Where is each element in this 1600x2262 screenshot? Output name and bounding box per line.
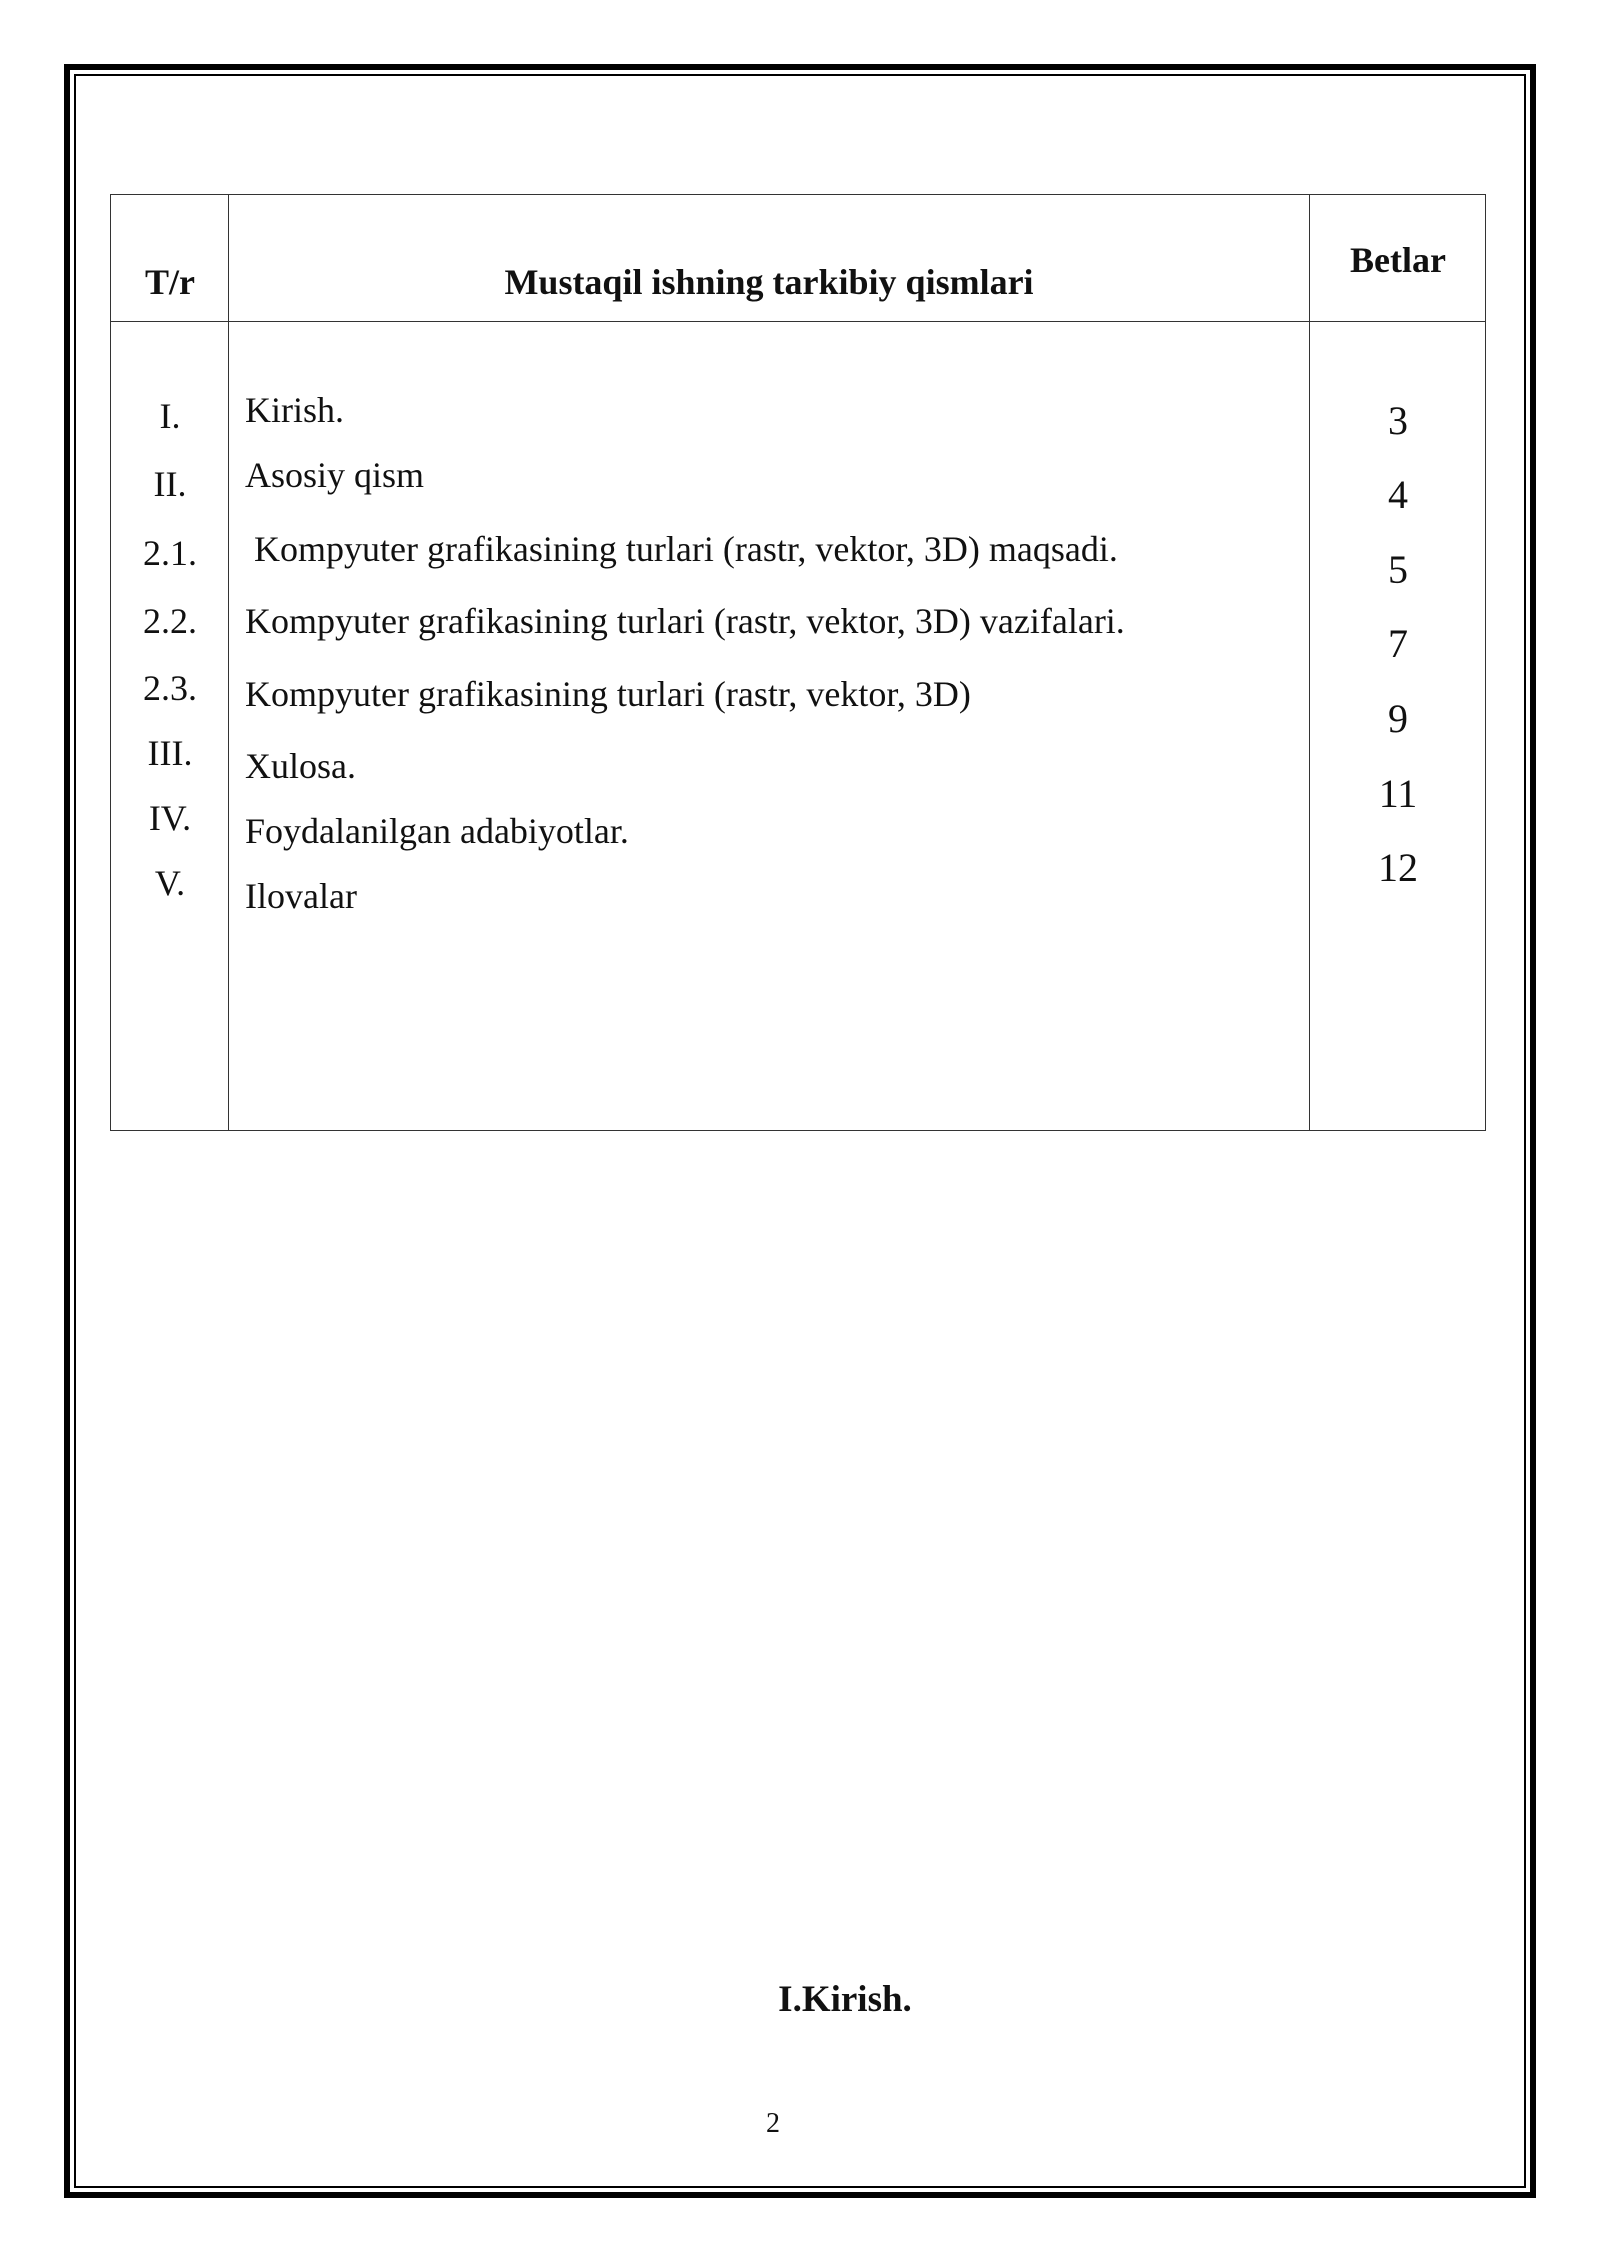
toc-row-title: Kirish.: [245, 390, 344, 430]
toc-row-title: Asosiy qism: [245, 455, 425, 495]
header-pages-column: Betlar: [1350, 240, 1446, 280]
toc-row-title: Ilovalar: [245, 876, 357, 916]
toc-page-number: 9: [1388, 696, 1408, 741]
toc-page-number: 7: [1388, 621, 1408, 666]
section-heading: I.Kirish.: [778, 1979, 912, 2020]
toc-row-number: I.: [159, 396, 181, 436]
toc-page-number: 3: [1388, 398, 1408, 443]
header-title-column: Mustaqil ishning tarkibiy qismlari: [504, 262, 1034, 302]
toc-row-title: Xulosa.: [245, 746, 356, 786]
toc-row-number: V.: [154, 863, 186, 903]
toc-row-title: Kompyuter grafikasining turlari (rastr, vektor, 3D) vazifalari.: [245, 601, 1125, 641]
toc-page-number: 12: [1378, 845, 1418, 890]
toc-row-title: Foydalanilgan adabiyotlar.: [245, 811, 629, 851]
table-of-contents: [110, 194, 1486, 1131]
toc-row-title: Kompyuter grafikasining turlari (rastr, vektor, 3D): [245, 674, 971, 714]
toc-row-title: Kompyuter grafikasining turlari (rastr, vektor, 3D) maqsadi.: [245, 529, 1118, 569]
column-divider: [228, 195, 229, 1130]
toc-row-number: 2.3.: [143, 668, 197, 708]
toc-row-number: IV.: [148, 798, 192, 838]
toc-page-number: 5: [1388, 547, 1408, 592]
toc-row-number: III.: [147, 733, 193, 773]
toc-row-number: II.: [153, 464, 187, 504]
toc-page-number: 4: [1388, 472, 1408, 517]
toc-row-number: 2.2.: [143, 601, 197, 641]
header-number-column: T/r: [145, 262, 195, 302]
header-divider: [111, 321, 1485, 322]
page-number: 2: [766, 2108, 780, 2139]
toc-row-number: 2.1.: [143, 533, 197, 573]
toc-page-number: 11: [1378, 771, 1418, 816]
